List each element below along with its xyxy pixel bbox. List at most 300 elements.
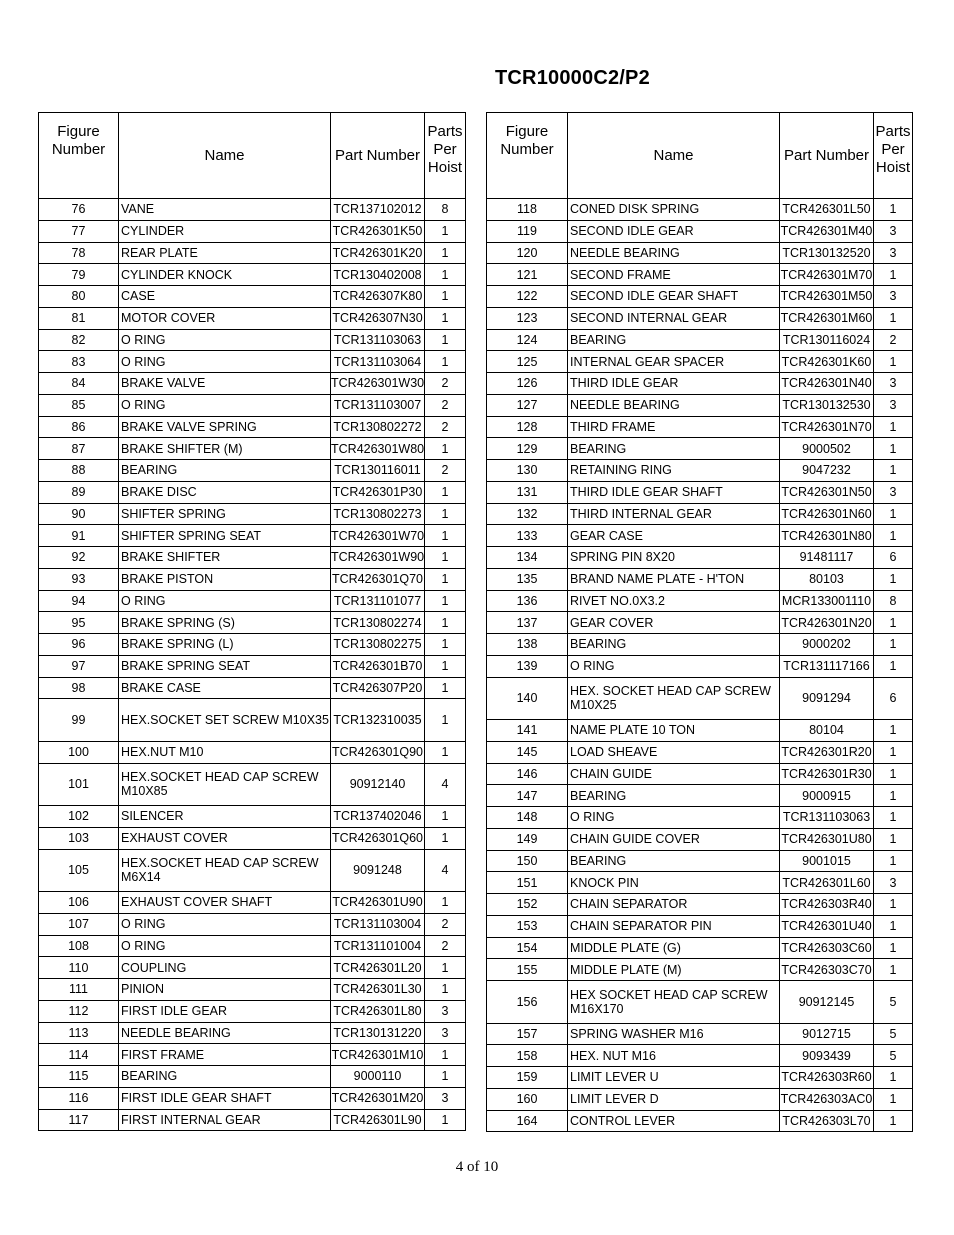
parts-per-hoist-cell: 5 [874, 1023, 913, 1045]
name-cell: LOAD SHEAVE [568, 741, 780, 763]
figure-number-cell: 125 [487, 351, 568, 373]
parts-per-hoist-cell: 1 [874, 416, 913, 438]
table-row [487, 460, 913, 482]
page-number: 4 of 10 [455, 1159, 499, 1175]
part-number-cell: MCR133001110 [780, 590, 874, 612]
figure-number-cell: 96 [39, 634, 119, 656]
parts-per-hoist-cell: 2 [425, 373, 466, 395]
figure-number-cell: 130 [487, 460, 568, 482]
name-cell: SECOND FRAME [568, 264, 780, 286]
parts-per-hoist-cell: 1 [425, 307, 466, 329]
table-row [487, 981, 913, 1024]
parts-per-hoist-cell: 1 [425, 525, 466, 547]
parts-per-hoist-cell: 5 [874, 1045, 913, 1067]
figure-number-cell: 107 [39, 913, 119, 935]
name-cell: REAR PLATE [119, 242, 331, 264]
parts-per-hoist-cell: 1 [425, 827, 466, 849]
figure-number-cell: 160 [487, 1088, 568, 1110]
figure-number-cell: 82 [39, 329, 119, 351]
table-row [39, 677, 466, 699]
parts-per-hoist-cell: 1 [874, 525, 913, 547]
figure-number-cell: 89 [39, 481, 119, 503]
table-row [39, 242, 466, 264]
table-row [487, 894, 913, 916]
figure-number-cell: 100 [39, 741, 119, 763]
name-cell: HEX.SOCKET HEAD CAP SCREW M6X14 [119, 849, 331, 892]
part-number-cell: 9000502 [780, 438, 874, 460]
part-number-cell: TCR426301U90 [331, 892, 425, 914]
figure-number-cell: 80 [39, 286, 119, 308]
parts-per-hoist-cell: 1 [425, 481, 466, 503]
parts-per-hoist-cell: 1 [425, 892, 466, 914]
part-number-cell: TCR131103007 [331, 394, 425, 416]
table-row [487, 286, 913, 308]
figure-number-cell: 139 [487, 655, 568, 677]
figure-number-cell: 134 [487, 547, 568, 569]
figure-number-cell: 124 [487, 329, 568, 351]
table-row [39, 827, 466, 849]
parts-per-hoist-cell: 1 [874, 763, 913, 785]
name-cell: EXHAUST COVER SHAFT [119, 892, 331, 914]
table-row [487, 959, 913, 981]
name-cell: MIDDLE PLATE (G) [568, 937, 780, 959]
part-number-cell: 90912145 [780, 981, 874, 1024]
part-number-cell: 9000915 [780, 785, 874, 807]
table-row [39, 655, 466, 677]
parts-per-hoist-cell: 1 [874, 1088, 913, 1110]
name-cell: SILENCER [119, 806, 331, 828]
figure-number-cell: 136 [487, 590, 568, 612]
table-row [39, 438, 466, 460]
part-number-cell: TCR426301L30 [331, 979, 425, 1001]
part-number-cell: TCR426301L20 [331, 957, 425, 979]
figure-number-cell: 133 [487, 525, 568, 547]
parts-table-right [486, 112, 913, 1132]
header-name: Name [119, 113, 331, 199]
name-cell: THIRD FRAME [568, 416, 780, 438]
parts-per-hoist-cell: 1 [425, 220, 466, 242]
table-row [487, 741, 913, 763]
table-row [487, 655, 913, 677]
figure-number-cell: 147 [487, 785, 568, 807]
part-number-cell: TCR426301U40 [780, 915, 874, 937]
document-title: TCR10000C2/P2 [495, 67, 650, 89]
name-cell: BEARING [119, 460, 331, 482]
figure-number-cell: 149 [487, 828, 568, 850]
parts-per-hoist-cell: 1 [425, 677, 466, 699]
part-number-cell: TCR426303C60 [780, 937, 874, 959]
name-cell: BRAKE VALVE SPRING [119, 416, 331, 438]
name-cell: BEARING [568, 785, 780, 807]
part-number-cell: TCR426301N20 [780, 612, 874, 634]
part-number-cell: TCR131103063 [331, 329, 425, 351]
table-row [487, 199, 913, 221]
name-cell: BRAKE SPRING (L) [119, 634, 331, 656]
table-row [487, 503, 913, 525]
parts-per-hoist-cell: 3 [874, 286, 913, 308]
part-number-cell: TCR131103004 [331, 913, 425, 935]
name-cell: BEARING [568, 438, 780, 460]
part-number-cell: TCR426301R30 [780, 763, 874, 785]
parts-per-hoist-cell: 5 [874, 981, 913, 1024]
parts-per-hoist-cell: 3 [874, 481, 913, 503]
name-cell: GEAR CASE [568, 525, 780, 547]
name-cell: THIRD IDLE GEAR [568, 373, 780, 395]
table-row [39, 634, 466, 656]
name-cell: RIVET NO.0X3.2 [568, 590, 780, 612]
figure-number-cell: 98 [39, 677, 119, 699]
part-number-cell: TCR131101004 [331, 935, 425, 957]
table-row [39, 525, 466, 547]
part-number-cell: 9000110 [331, 1066, 425, 1088]
parts-per-hoist-cell: 1 [874, 959, 913, 981]
name-cell: CYLINDER KNOCK [119, 264, 331, 286]
table-row [39, 503, 466, 525]
name-cell: FIRST INTERNAL GEAR [119, 1109, 331, 1131]
table-row [39, 935, 466, 957]
name-cell: EXHAUST COVER [119, 827, 331, 849]
name-cell: NEEDLE BEARING [568, 394, 780, 416]
table-row [39, 806, 466, 828]
part-number-cell: TCR130116011 [331, 460, 425, 482]
part-number-cell: TCR131103064 [331, 351, 425, 373]
figure-number-cell: 84 [39, 373, 119, 395]
name-cell: CHAIN SEPARATOR [568, 894, 780, 916]
part-number-cell: 90912140 [331, 763, 425, 806]
name-cell: BRAKE DISC [119, 481, 331, 503]
part-number-cell: 9091248 [331, 849, 425, 892]
figure-number-cell: 146 [487, 763, 568, 785]
table-row [39, 1066, 466, 1088]
table-row [487, 1110, 913, 1132]
part-number-cell: TCR426301M60 [780, 307, 874, 329]
name-cell: NEEDLE BEARING [119, 1022, 331, 1044]
part-number-cell: TCR426307P20 [331, 677, 425, 699]
name-cell: SPRING WASHER M16 [568, 1023, 780, 1045]
table-row [487, 720, 913, 742]
table-row [39, 699, 466, 742]
part-number-cell: TCR426301W30 [331, 373, 425, 395]
figure-number-cell: 148 [487, 807, 568, 829]
figure-number-cell: 115 [39, 1066, 119, 1088]
part-number-cell: TCR426301L80 [331, 1000, 425, 1022]
parts-per-hoist-cell: 1 [425, 957, 466, 979]
part-number-cell: TCR426301N40 [780, 373, 874, 395]
parts-per-hoist-cell: 1 [874, 460, 913, 482]
parts-table-right-body [487, 199, 913, 1132]
name-cell: O RING [119, 590, 331, 612]
part-number-cell: TCR426301K50 [331, 220, 425, 242]
part-number-cell: TCR426301R20 [780, 741, 874, 763]
table-header-row [39, 113, 466, 199]
table-row [39, 394, 466, 416]
figure-number-cell: 97 [39, 655, 119, 677]
part-number-cell: TCR131103063 [780, 807, 874, 829]
table-header-row [487, 113, 913, 199]
name-cell: CONTROL LEVER [568, 1110, 780, 1132]
part-number-cell: TCR426307N30 [331, 307, 425, 329]
figure-number-cell: 138 [487, 634, 568, 656]
name-cell: FIRST FRAME [119, 1044, 331, 1066]
figure-number-cell: 90 [39, 503, 119, 525]
name-cell: RETAINING RING [568, 460, 780, 482]
part-number-cell: TCR426301M20 [331, 1087, 425, 1109]
table-row [487, 612, 913, 634]
part-number-cell: TCR426301Q90 [331, 741, 425, 763]
part-number-cell: TCR137102012 [331, 199, 425, 221]
parts-per-hoist-cell: 1 [425, 612, 466, 634]
table-row [39, 416, 466, 438]
header-name: Name [568, 113, 780, 199]
part-number-cell: TCR131101077 [331, 590, 425, 612]
figure-number-cell: 93 [39, 568, 119, 590]
parts-per-hoist-cell: 8 [874, 590, 913, 612]
parts-per-hoist-cell: 1 [874, 894, 913, 916]
figure-number-cell: 126 [487, 373, 568, 395]
header-figure-number: Figure Number [39, 113, 119, 199]
name-cell: LIMIT LEVER D [568, 1088, 780, 1110]
figure-number-cell: 164 [487, 1110, 568, 1132]
table-row [487, 807, 913, 829]
figure-number-cell: 86 [39, 416, 119, 438]
parts-per-hoist-cell: 1 [874, 503, 913, 525]
figure-number-cell: 152 [487, 894, 568, 916]
part-number-cell: TCR426301Q70 [331, 568, 425, 590]
figure-number-cell: 132 [487, 503, 568, 525]
name-cell: HEX. SOCKET HEAD CAP SCREW M10X25 [568, 677, 780, 720]
part-number-cell: TCR426301M70 [780, 264, 874, 286]
parts-per-hoist-cell: 2 [425, 913, 466, 935]
part-number-cell: 80104 [780, 720, 874, 742]
table-row [39, 286, 466, 308]
table-row [39, 741, 466, 763]
parts-per-hoist-cell: 1 [425, 590, 466, 612]
parts-per-hoist-cell: 1 [874, 612, 913, 634]
figure-number-cell: 119 [487, 220, 568, 242]
parts-per-hoist-cell: 1 [874, 1110, 913, 1132]
figure-number-cell: 95 [39, 612, 119, 634]
table-row [487, 547, 913, 569]
part-number-cell: TCR426301B70 [331, 655, 425, 677]
figure-number-cell: 110 [39, 957, 119, 979]
part-number-cell: TCR130132530 [780, 394, 874, 416]
parts-per-hoist-cell: 1 [874, 828, 913, 850]
name-cell: KNOCK PIN [568, 872, 780, 894]
figure-number-cell: 129 [487, 438, 568, 460]
table-row [39, 913, 466, 935]
table-row [487, 525, 913, 547]
figure-number-cell: 112 [39, 1000, 119, 1022]
part-number-cell: TCR130802272 [331, 416, 425, 438]
name-cell: LIMIT LEVER U [568, 1067, 780, 1089]
figure-number-cell: 140 [487, 677, 568, 720]
name-cell: O RING [568, 807, 780, 829]
name-cell: GEAR COVER [568, 612, 780, 634]
figure-number-cell: 117 [39, 1109, 119, 1131]
part-number-cell: 80103 [780, 568, 874, 590]
header-part-number: Part Number [331, 113, 425, 199]
table-row [487, 416, 913, 438]
table-row [487, 264, 913, 286]
table-row [487, 590, 913, 612]
table-row [39, 329, 466, 351]
part-number-cell: TCR426301U80 [780, 828, 874, 850]
name-cell: SHIFTER SPRING [119, 503, 331, 525]
part-number-cell: TCR130802275 [331, 634, 425, 656]
part-number-cell: TCR130802274 [331, 612, 425, 634]
figure-number-cell: 141 [487, 720, 568, 742]
figure-number-cell: 101 [39, 763, 119, 806]
part-number-cell: TCR130132520 [780, 242, 874, 264]
name-cell: HEX.SOCKET HEAD CAP SCREW M10X85 [119, 763, 331, 806]
figure-number-cell: 87 [39, 438, 119, 460]
parts-per-hoist-cell: 1 [425, 806, 466, 828]
parts-per-hoist-cell: 1 [874, 568, 913, 590]
table-row [487, 307, 913, 329]
name-cell: HEX.NUT M10 [119, 741, 331, 763]
figure-number-cell: 94 [39, 590, 119, 612]
name-cell: BRAKE SHIFTER (M) [119, 438, 331, 460]
parts-per-hoist-cell: 1 [425, 1109, 466, 1131]
parts-table-left [38, 112, 466, 1131]
parts-per-hoist-cell: 1 [874, 785, 913, 807]
parts-per-hoist-cell: 1 [874, 915, 913, 937]
table-row [487, 351, 913, 373]
parts-per-hoist-cell: 1 [425, 634, 466, 656]
part-number-cell: TCR426301L50 [780, 199, 874, 221]
part-number-cell: TCR426301N50 [780, 481, 874, 503]
table-row [39, 460, 466, 482]
parts-per-hoist-cell: 1 [874, 741, 913, 763]
name-cell: SHIFTER SPRING SEAT [119, 525, 331, 547]
name-cell: THIRD INTERNAL GEAR [568, 503, 780, 525]
table-row [487, 1023, 913, 1045]
table-row [487, 242, 913, 264]
name-cell: COUPLING [119, 957, 331, 979]
name-cell: CYLINDER [119, 220, 331, 242]
parts-per-hoist-cell: 2 [425, 416, 466, 438]
name-cell: O RING [119, 351, 331, 373]
name-cell: CONED DISK SPRING [568, 199, 780, 221]
part-number-cell: 91481117 [780, 547, 874, 569]
part-number-cell: TCR426303AC0 [780, 1088, 874, 1110]
table-row [487, 1088, 913, 1110]
part-number-cell: 9012715 [780, 1023, 874, 1045]
part-number-cell: TCR426303L70 [780, 1110, 874, 1132]
parts-per-hoist-cell: 1 [874, 307, 913, 329]
table-row [39, 199, 466, 221]
name-cell: SECOND IDLE GEAR [568, 220, 780, 242]
figure-number-cell: 151 [487, 872, 568, 894]
part-number-cell: TCR130116024 [780, 329, 874, 351]
table-row [487, 438, 913, 460]
parts-per-hoist-cell: 3 [874, 242, 913, 264]
part-number-cell: TCR426301W90 [331, 547, 425, 569]
parts-per-hoist-cell: 1 [425, 1044, 466, 1066]
parts-per-hoist-cell: 1 [874, 807, 913, 829]
figure-number-cell: 120 [487, 242, 568, 264]
name-cell: O RING [119, 913, 331, 935]
table-row [39, 1109, 466, 1131]
table-row [39, 1000, 466, 1022]
table-row [39, 957, 466, 979]
part-number-cell: TCR426301M40 [780, 220, 874, 242]
name-cell: HEX SOCKET HEAD CAP SCREW M16X170 [568, 981, 780, 1024]
name-cell: O RING [119, 394, 331, 416]
parts-per-hoist-cell: 3 [874, 872, 913, 894]
parts-per-hoist-cell: 1 [874, 850, 913, 872]
figure-number-cell: 159 [487, 1067, 568, 1089]
figure-number-cell: 83 [39, 351, 119, 373]
table-row [39, 612, 466, 634]
parts-per-hoist-cell: 1 [874, 199, 913, 221]
table-row [39, 1087, 466, 1109]
parts-per-hoist-cell: 3 [874, 394, 913, 416]
header-parts-per-hoist: Parts Per Hoist [425, 113, 466, 199]
name-cell: BRAKE SPRING (S) [119, 612, 331, 634]
table-row [39, 979, 466, 1001]
name-cell: NEEDLE BEARING [568, 242, 780, 264]
parts-per-hoist-cell: 3 [425, 1087, 466, 1109]
parts-per-hoist-cell: 2 [425, 460, 466, 482]
part-number-cell: TCR426301L90 [331, 1109, 425, 1131]
parts-per-hoist-cell: 1 [874, 438, 913, 460]
name-cell: PINION [119, 979, 331, 1001]
figure-number-cell: 106 [39, 892, 119, 914]
parts-per-hoist-cell: 3 [874, 373, 913, 395]
part-number-cell: TCR426307K80 [331, 286, 425, 308]
table-row [487, 828, 913, 850]
table-row [487, 634, 913, 656]
parts-per-hoist-cell: 4 [425, 763, 466, 806]
part-number-cell: 9000202 [780, 634, 874, 656]
figure-number-cell: 103 [39, 827, 119, 849]
part-number-cell: TCR426301N80 [780, 525, 874, 547]
figure-number-cell: 150 [487, 850, 568, 872]
figure-number-cell: 128 [487, 416, 568, 438]
parts-per-hoist-cell: 1 [425, 264, 466, 286]
parts-per-hoist-cell: 1 [874, 264, 913, 286]
name-cell: BRAKE VALVE [119, 373, 331, 395]
figure-number-cell: 79 [39, 264, 119, 286]
name-cell: SECOND INTERNAL GEAR [568, 307, 780, 329]
part-number-cell: TCR426301P30 [331, 481, 425, 503]
parts-per-hoist-cell: 1 [425, 351, 466, 373]
parts-per-hoist-cell: 1 [425, 568, 466, 590]
part-number-cell: TCR132310035 [331, 699, 425, 742]
table-row [487, 677, 913, 720]
figure-number-cell: 156 [487, 981, 568, 1024]
table-row [39, 1022, 466, 1044]
name-cell: BEARING [119, 1066, 331, 1088]
parts-per-hoist-cell: 1 [874, 351, 913, 373]
table-row [487, 937, 913, 959]
part-number-cell: 9091294 [780, 677, 874, 720]
name-cell: O RING [568, 655, 780, 677]
name-cell: HEX.SOCKET SET SCREW M10X35 [119, 699, 331, 742]
part-number-cell: TCR426301N60 [780, 503, 874, 525]
table-row [487, 850, 913, 872]
name-cell: BRAKE CASE [119, 677, 331, 699]
table-row [39, 481, 466, 503]
name-cell: THIRD IDLE GEAR SHAFT [568, 481, 780, 503]
parts-per-hoist-cell: 1 [425, 979, 466, 1001]
part-number-cell: TCR426301M10 [331, 1044, 425, 1066]
figure-number-cell: 137 [487, 612, 568, 634]
figure-number-cell: 78 [39, 242, 119, 264]
parts-per-hoist-cell: 4 [425, 849, 466, 892]
name-cell: CHAIN GUIDE COVER [568, 828, 780, 850]
